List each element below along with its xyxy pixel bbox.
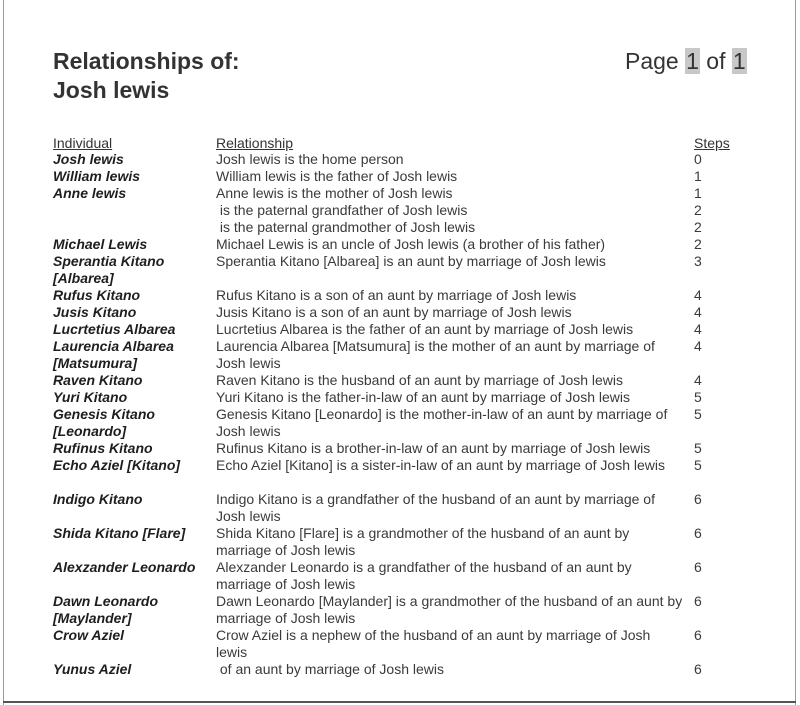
steps-value: 2	[694, 202, 702, 218]
individual-name: Laurencia Albarea [Matsumura]	[53, 338, 174, 371]
table-row	[0, 491, 800, 525]
table-row	[0, 236, 800, 253]
relationship-text: Jusis Kitano is a son of an aunt by marriage of Josh lewis	[216, 304, 572, 320]
table-row	[0, 559, 800, 593]
individual-name: Crow Aziel	[53, 627, 125, 643]
relationship-text: Alexzander Leonardo is a grandfather of the husband of an aunt by marriage of Josh lewis	[216, 559, 636, 592]
table-row	[0, 389, 800, 406]
table-row	[0, 406, 800, 440]
steps-value: 1	[694, 185, 702, 201]
steps-value: 4	[694, 304, 702, 320]
report-title-line1: Relationships of:	[53, 48, 240, 74]
page-total: 1	[732, 48, 746, 74]
relationship-text: William lewis is the father of Josh lewis	[216, 168, 458, 184]
relationship-text: Raven Kitano is the husband of an aunt by marriage of Josh lewis	[216, 372, 624, 388]
steps-value: 1	[694, 168, 702, 184]
steps-value: 2	[694, 236, 702, 252]
steps-value: 3	[694, 253, 702, 269]
individual-name: Rufinus Kitano	[53, 440, 153, 456]
page-current: 1	[686, 48, 699, 74]
relationship-text: Josh lewis is the home person	[216, 151, 404, 167]
individual-name: Raven Kitano	[53, 372, 143, 388]
individual-name: Yuri Kitano	[53, 389, 128, 405]
steps-value: 5	[694, 406, 702, 422]
column-header-individual: Individual	[53, 135, 113, 151]
individual-name: Dawn Leonardo [Maylander]	[53, 593, 159, 626]
individual-name: Rufus Kitano	[53, 287, 141, 303]
page-indicator	[625, 47, 747, 76]
column-header-relationship: Relationship	[216, 135, 294, 151]
relationship-text: Dawn Leonardo [Maylander] is a grandmother of the husband of an aunt by marriage of Josh lewis	[216, 593, 687, 626]
relationship-text: Anne lewis is the mother of Josh lewis	[216, 185, 453, 201]
individual-name: Indigo Kitano	[53, 491, 143, 507]
steps-value: 6	[694, 661, 702, 677]
relationship-text: Michael Lewis is an uncle of Josh lewis (a brother of his father)	[216, 236, 606, 252]
steps-value: 2	[694, 219, 702, 235]
table-row	[0, 151, 800, 168]
relationship-text: Rufinus Kitano is a brother-in-law of an aunt by marriage of Josh lewis	[216, 440, 651, 456]
table-row	[0, 185, 800, 202]
report-title-person: Josh lewis	[53, 77, 170, 103]
relationship-text: Indigo Kitano is a grandfather of the husband of an aunt by marriage of Josh lewis	[216, 491, 659, 524]
steps-value: 6	[694, 593, 702, 609]
individual-name: Anne lewis	[53, 185, 127, 201]
relationship-text: Genesis Kitano [Leonardo] is the mother-in-law of an aunt by marriage of Josh lewis	[216, 406, 672, 439]
steps-value: 5	[694, 457, 702, 473]
table-row	[0, 304, 800, 321]
table-row	[0, 253, 800, 287]
relationship-text: Lucrtetius Albarea is the father of an aunt by marriage of Josh lewis	[216, 321, 634, 337]
table-row	[0, 661, 800, 678]
table-row	[0, 525, 800, 559]
table-row	[0, 202, 800, 219]
relationship-text: of an aunt by marriage of Josh lewis	[216, 661, 445, 677]
page-label: Page	[625, 48, 679, 74]
steps-value: 5	[694, 389, 702, 405]
table-row	[0, 440, 800, 457]
steps-value: 6	[694, 627, 702, 643]
individual-name: Michael Lewis	[53, 236, 148, 252]
steps-value: 4	[694, 372, 702, 388]
column-header-steps: Steps	[694, 135, 730, 151]
steps-value: 5	[694, 440, 702, 456]
table-row	[0, 338, 800, 372]
relationship-text: Rufus Kitano is a son of an aunt by marriage of Josh lewis	[216, 287, 577, 303]
table-row	[0, 372, 800, 389]
table-row	[0, 219, 800, 236]
table-row	[0, 457, 800, 491]
relationship-text: is the paternal grandfather of Josh lewis	[216, 202, 468, 218]
page-of-label: of	[706, 48, 726, 74]
individual-name: Jusis Kitano	[53, 304, 137, 320]
relationship-text: Shida Kitano [Flare] is a grandmother of the husband of an aunt by marriage of Josh lewis	[216, 525, 634, 558]
steps-value: 6	[694, 491, 702, 507]
relationship-text: is the paternal grandmother of Josh lewis	[216, 219, 476, 235]
relationship-text: Sperantia Kitano [Albarea] is an aunt by marriage of Josh lewis	[216, 253, 606, 269]
individual-name: Shida Kitano [Flare]	[53, 525, 186, 541]
individual-name: Sperantia Kitano [Albarea]	[53, 253, 165, 286]
steps-value: 0	[694, 151, 702, 167]
individual-name: Lucrtetius Albarea	[53, 321, 176, 337]
individual-name: Echo Aziel [Kitano]	[53, 457, 181, 473]
individual-name: William lewis	[53, 168, 141, 184]
individual-name: Alexzander Leonardo	[53, 559, 196, 575]
relationship-text: Laurencia Albarea [Matsumura] is the mother of an aunt by marriage of Josh lewis	[216, 338, 659, 371]
steps-value: 4	[694, 338, 702, 354]
table-row	[0, 627, 800, 661]
relationship-text: Yuri Kitano is the father-in-law of an aunt by marriage of Josh lewis	[216, 389, 630, 405]
relationship-text: Echo Aziel [Kitano] is a sister-in-law of an aunt by marriage of Josh lewis	[216, 457, 665, 473]
individual-name: Yunus Aziel	[53, 661, 132, 677]
steps-value: 4	[694, 321, 702, 337]
table-row	[0, 168, 800, 185]
individual-name: Genesis Kitano [Leonardo]	[53, 406, 155, 439]
table-row	[0, 593, 800, 627]
steps-value: 6	[694, 559, 702, 575]
table-row	[0, 321, 800, 338]
steps-value: 4	[694, 287, 702, 303]
individual-name: Josh lewis	[53, 151, 124, 167]
relationship-table	[0, 151, 800, 678]
steps-value: 6	[694, 525, 702, 541]
table-row	[0, 287, 800, 304]
relationship-text: Crow Aziel is a nephew of the husband of an aunt by marriage of Josh lewis	[216, 627, 655, 660]
page-border-bottom	[3, 701, 796, 703]
report-title	[53, 47, 240, 105]
